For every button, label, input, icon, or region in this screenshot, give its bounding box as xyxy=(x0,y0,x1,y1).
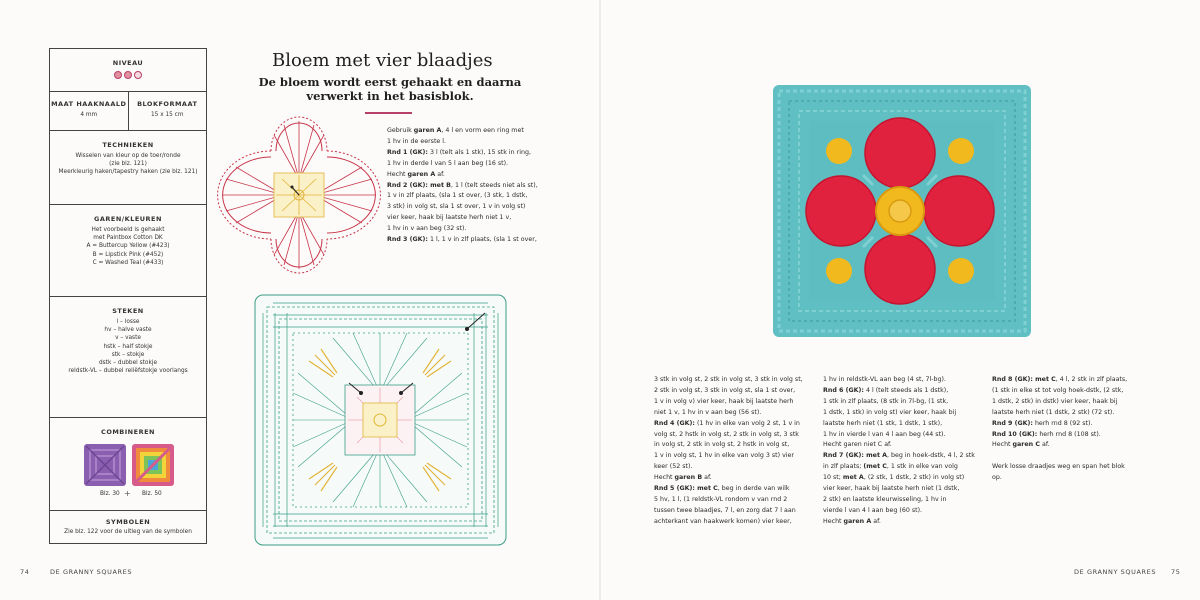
steken-line: stk – stokje xyxy=(111,351,145,358)
combineren-section xyxy=(50,418,206,511)
garen-line: met Paintbox Cotton DK xyxy=(93,235,163,242)
steken-heading: STEKEN xyxy=(112,307,144,315)
combine-left-label: Blz. 30 xyxy=(100,491,120,497)
technieken-line: (zie blz. 121) xyxy=(109,161,147,168)
technieken-heading: TECHNIEKEN xyxy=(102,141,154,149)
steken-line: dstk – dubbel stokje xyxy=(98,360,158,367)
hook-size-cell xyxy=(50,92,129,130)
size-section xyxy=(50,92,206,131)
garen-line: C = Washed Teal (#433) xyxy=(92,259,164,266)
symbolen-text: Zie blz. 122 voor de uitleg van de symbolen xyxy=(64,529,192,535)
steken-line: reldstk-VL – dubbel reliëfstokje voorlangs xyxy=(68,368,188,375)
difficulty-dot-filled xyxy=(114,71,122,79)
garen-line: B = Lipstick Pink (#452) xyxy=(92,251,164,258)
niveau-heading: NIVEAU xyxy=(112,59,144,67)
instructions-column-2: 3 stk in volg st, 2 stk in volg st, 3 stk in volg st, 2 stk in volg st, 3 stk in volg st, sla 1 st over, 1 v in volg v) vier keer, haak bij laatste herh niet 1 v, 1 hv in v aan beg (56 st). Rnd 4 (GK): (1 hv in elke van volg 2 st, 1 v in volg st, 2 hstk in volg st, 2 stk in volg st, 3 stk in volg st, 2 stk in volg st, 2 hstk in volg st, 1 v in volg st, 1 hv in elke van volg 3 st) vier keer (52 st). Hecht garen B af. Rnd 5 (GK): met C, beg in derde van wilk 5 hv, 1 l, (1 reldstk-VL rondom v van rnd 2 tussen twee blaadjes, 7 l, en zorg dat 7 l aan achterkant van haakwerk komen) vier keer, xyxy=(654,376,803,525)
block-size-cell xyxy=(129,92,207,130)
pattern-info-box xyxy=(49,48,207,544)
difficulty-dot-empty xyxy=(134,71,142,79)
block-size-heading: BLOKFORMAAT xyxy=(137,100,198,108)
page-spine xyxy=(599,0,601,600)
instructions-column-1: Gebruik garen A, 4 l en vorm een ring met 1 hv in de eerste l. Rnd 1 (GK): 3 l (telt als 1 stk), 15 stk in ring, 1 hv in derde l van 5 l aan beg (16 st). Hecht garen A af. Rnd 2 (GK): met B, 1 l (telt steeds niet als st), 1 v in zlf plaats, (sla 1 st over, (3 stk, 1 dstk, 3 stk) in volg st, sla 1 st over, 1 v in volg st) vier keer, haak bij laatste herh niet 1 v, 1 hv in v aan beg (32 st). Rnd 3 (GK): 1 l, 1 v in zlf plaats, (sla 1 st over, xyxy=(387,127,538,244)
rainbow-square-thumbnail xyxy=(132,444,174,486)
symbolen-section xyxy=(50,511,206,543)
steken-line: l – losse xyxy=(116,319,140,325)
block-size-value: 15 x 15 cm xyxy=(150,112,184,118)
flower-stitch-chart xyxy=(214,115,384,275)
finished-square-photo xyxy=(773,85,1031,337)
right-running-head: DE GRANNY SQUARES xyxy=(1074,568,1157,576)
steken-line: v – vaste xyxy=(115,335,141,342)
hook-size-heading: MAAT HAAKNAALD xyxy=(51,100,127,108)
garen-heading: GAREN/KLEUREN xyxy=(94,215,162,223)
left-page-number: 74 xyxy=(20,568,30,576)
difficulty-dot-filled xyxy=(124,71,132,79)
pattern-title: Bloem met vier blaadjes xyxy=(272,50,493,71)
steken-line: hstk – half stokje xyxy=(103,343,153,350)
instructions-column-4: Rnd 8 (GK): met C, 4 l, 2 stk in zlf plaats, (1 stk in elke st tot volg hoek-dstk, (2 stk, 1 dstk, 2 stk) in dstk) vier keer, haak bij laatste herh niet (1 dstk, 2 stk) (72 st). Rnd 9 (GK): herh rnd 8 (92 st). Rnd 10 (GK): herh rnd 8 (108 st). Hecht garen C af. Werk losse draadjes weg en span het blok op. xyxy=(992,376,1128,482)
left-running-head: DE GRANNY SQUARES xyxy=(50,568,133,576)
pattern-subtitle: De bloem wordt eerst gehaakt en daarna verwerkt in het basisblok. xyxy=(258,75,522,103)
combineren-heading: COMBINEREN xyxy=(101,428,155,436)
instructions-column-3: 1 hv in reldstk-VL aan beg (4 st, 7l-bg). Rnd 6 (GK): 4 l (telt steeds als 1 dstk), 1 stk in zlf plaats, (8 stk in 7l-bg, (1 stk, 1 dstk, 1 stk) in volg st) vier keer, haak bij laatste herh niet (1 stk, 1 dstk, 1 stk), 1 hv in vierde l van 4 l aan beg (44 st). Hecht garen niet C af. Rnd 7 (GK): met A, beg in hoek-dstk, 4 l, 2 stk in zlf plaats; (met C, 1 stk in elke van volg 10 st; met A, (2 stk, 1 dstk, 2 stk) in volg st) vier keer, haak bij laatste herh niet (1 dstk, 2 stk) en laatste kleurwisseling, 1 hv in vierde l van 4 l aan beg (60 st). Hecht garen A af. xyxy=(823,376,975,525)
symbolen-heading: SYMBOLEN xyxy=(105,518,151,526)
combine-right-label: Blz. 50 xyxy=(142,491,162,497)
right-page-number: 75 xyxy=(1171,568,1181,576)
technieken-line: Wisselen van kleur op de toer/ronde xyxy=(75,153,181,159)
accent-underline xyxy=(365,112,412,114)
steken-line: hv – halve vaste xyxy=(104,327,152,334)
difficulty-dots xyxy=(50,71,206,79)
steken-section xyxy=(50,297,206,418)
purple-square-thumbnail xyxy=(84,444,126,486)
hook-size-value: 4 mm xyxy=(80,112,98,118)
technieken-section xyxy=(50,131,206,205)
garen-line: Het voorbeeld is gehaakt xyxy=(91,227,165,233)
combine-plus: + xyxy=(124,489,131,498)
square-stitch-chart xyxy=(253,293,508,547)
technieken-line: Meerkleurig haken/tapestry haken (zie blz. 121) xyxy=(58,169,198,176)
garen-section xyxy=(50,205,206,297)
niveau-section xyxy=(50,49,206,92)
garen-line: A = Buttercup Yellow (#423) xyxy=(86,243,170,250)
